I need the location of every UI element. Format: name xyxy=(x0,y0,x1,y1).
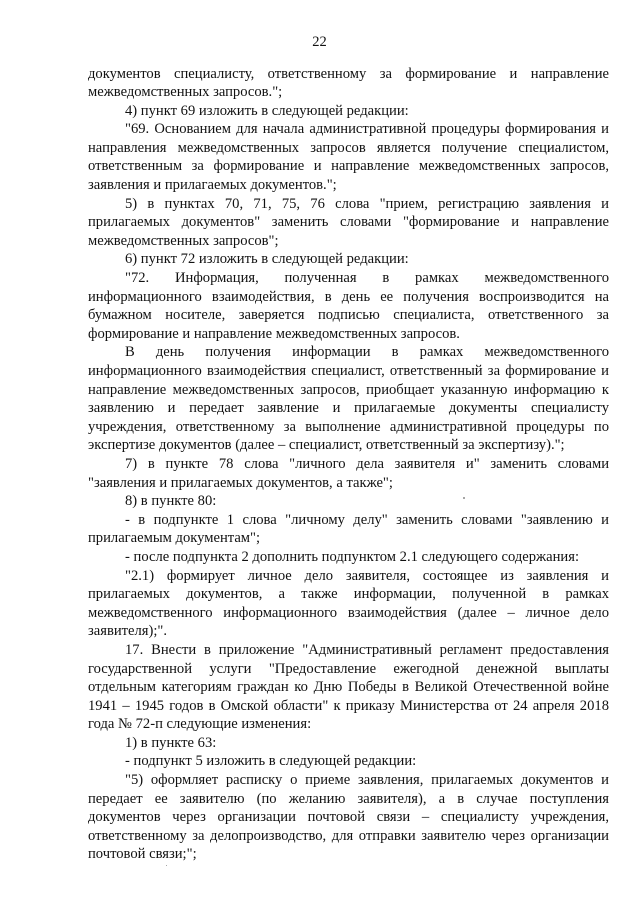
scan-speck xyxy=(166,865,167,866)
scan-speck xyxy=(463,497,465,499)
amendment-item-4: 4) пункт 69 изложить в следующей редакции: xyxy=(125,102,409,119)
quoted-clause-72-continuation: В день получения информации в рамках межведомственного информационного взаимодействия специалист, ответственный за формирование и направление межведомственных запросов, приобщает указанную информацию к заявлению и передает заявление и прилагаемые документы специалисту учреждения, ответственному за выполнение административной процедуры по экспертизе документов (далее – специалист, ответственный за экспертизу)."; xyxy=(88,344,609,454)
section-17: 17. Внести в приложение "Административный регламент предоставления государственной услуги "Предоставление ежегодной денежной выплаты отдельным категориям граждан ко Дню Победы в Великой Отечественной войне 1941 – 1945 годов в Омской области" к приказу Министерства от 24 апреля 2018 года № 72-п следующие изменения: xyxy=(88,641,609,733)
amendment-item-8: 8) в пункте 80: xyxy=(125,493,217,510)
quoted-subitem-2-1: "2.1) формирует личное дело заявителя, состоящее из заявления и прилагаемых документов, а также информации, полученной в рамках межведомственного информационного взаимодействия (далее – личное дело заявителя);". xyxy=(88,567,609,640)
subitem-2-addition: - после подпункта 2 дополнить подпунктом 2.1 следующего содержания: xyxy=(125,548,579,565)
quoted-clause-69: "69. Основанием для начала административной процедуры формирования и направления межведомственных запросов является получение специалистом, ответственным за формирование и направление межведомственных запросов, заявления и прилагаемых документов."; xyxy=(88,121,609,194)
paragraph-continuation: документов специалисту, ответственному за формирование и направление межведомственных запросов."; xyxy=(88,65,609,101)
quoted-clause-72: "72. Информация, полученная в рамках межведомственного информационного взаимодействия, в день ее получения воспроизводится на бумажном носителе, заверяется подписью специалиста, ответственного за формирование и направление межведомственных запросов. xyxy=(88,270,609,342)
amendment-item-7: 7) в пункте 78 слова "личного дела заявителя и" заменить словами "заявления и прилагаемых документов, а также"; xyxy=(88,455,609,491)
quoted-subitem-5: "5) оформляет расписку о приеме заявления, прилагаемых документов и передает ее заявителю (по желанию заявителя), а в случае поступления документов через организации почтовой связи – специалисту учреждения, ответственному за делопроизводство, для отправки заявителю через организации почтовой связи;"; xyxy=(88,772,609,863)
amendment-item-1: 1) в пункте 63: xyxy=(125,734,217,751)
amendment-item-6: 6) пункт 72 изложить в следующей редакции: xyxy=(125,251,409,268)
document-body xyxy=(88,65,609,865)
subitem-1-change: - в подпункте 1 слова "личному делу" заменить словами "заявлению и прилагаемым документам"; xyxy=(88,511,609,547)
subitem-5-change: - подпункт 5 изложить в следующей редакции: xyxy=(125,753,417,770)
amendment-item-5: 5) в пунктах 70, 71, 75, 76 слова "прием, регистрацию заявления и прилагаемых документов" заменить словами "формирование и направление межведомственных запросов"; xyxy=(88,195,609,249)
page-number: 22 xyxy=(312,34,327,50)
